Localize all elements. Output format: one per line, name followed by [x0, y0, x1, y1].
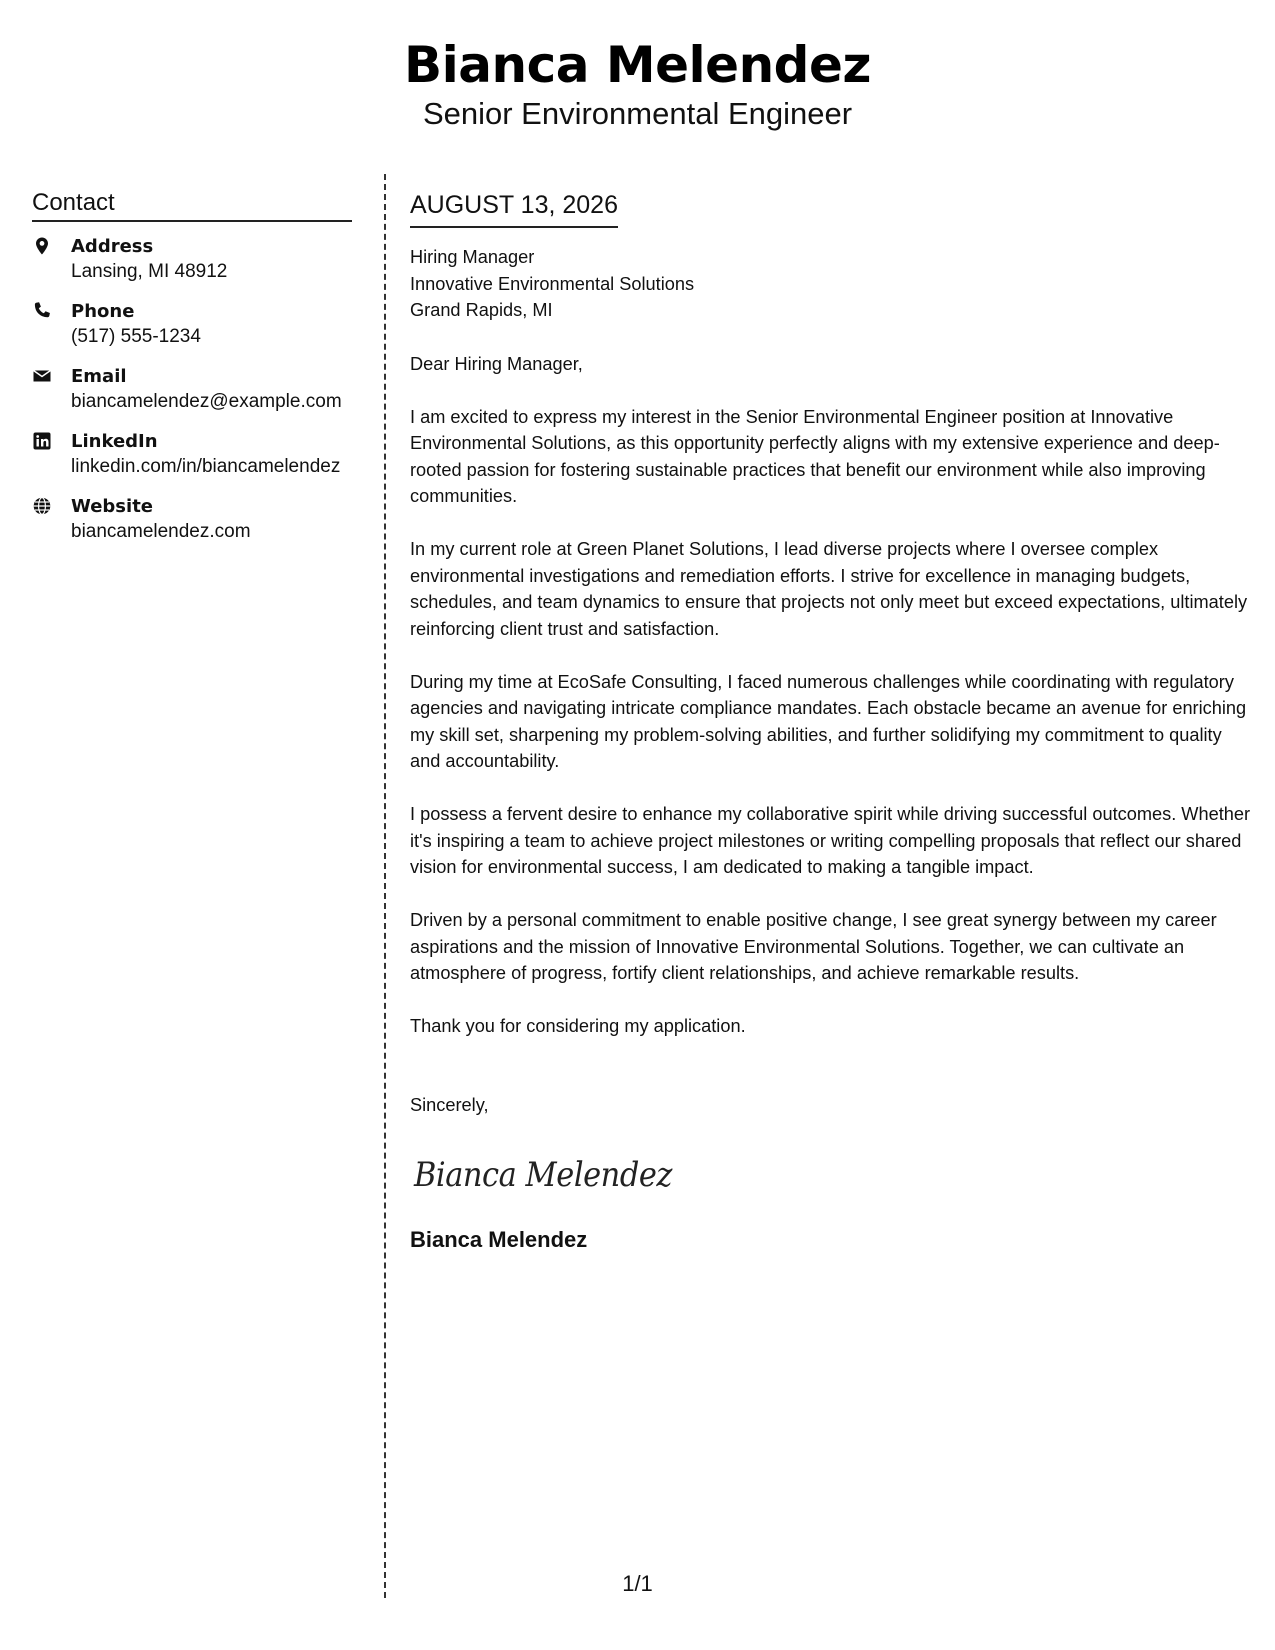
handwritten-signature	[410, 1144, 1252, 1204]
recipient-line: Innovative Environmental Solutions	[410, 273, 695, 294]
recipient-block	[410, 244, 1252, 324]
map-pin-icon	[32, 236, 54, 258]
email-value: biancamelendez@example.com	[71, 391, 342, 412]
phone-value: (517) 555-1234	[71, 326, 201, 347]
contact-item-email	[32, 364, 352, 414]
envelope-icon	[32, 366, 54, 388]
contact-label: Phone	[71, 301, 135, 322]
recipient-line: Hiring Manager	[410, 247, 535, 267]
letter-paragraph: In my current role at Green Planet Solutions, I lead diverse projects where I oversee complex environmental investigations and remediation efforts. I strive for excellence in managing budgets, schedules, and team dynamics to ensure that projects not only meet but exceed expectations, ultimately reinforcing client trust and satisfaction.	[410, 539, 1248, 639]
letter-date: AUGUST 13, 2026	[410, 188, 618, 228]
website-value: biancamelendez.com	[71, 521, 251, 542]
contact-heading: Contact	[32, 188, 352, 222]
greeting: Dear Hiring Manager,	[410, 353, 583, 374]
page-number: 1/1	[622, 1571, 653, 1596]
globe-icon	[32, 496, 54, 518]
linkedin-icon	[32, 431, 54, 453]
svg-text:Bianca Melendez: Bianca Melendez	[413, 1155, 674, 1195]
address-value: Lansing, MI 48912	[71, 261, 228, 282]
contact-item-linkedin	[32, 429, 352, 479]
contact-label: Address	[71, 236, 154, 257]
linkedin-value: linkedin.com/in/biancamelendez	[71, 456, 341, 477]
contact-label: LinkedIn	[71, 431, 158, 452]
contact-item-phone	[32, 299, 352, 349]
contact-sidebar	[32, 188, 352, 559]
candidate-name: Bianca Melendez	[404, 36, 871, 94]
header	[0, 34, 1275, 132]
letter-paragraph: I am excited to express my interest in the Senior Environmental Engineer position at Innovative Environmental Solutions, as this opportunity perfectly aligns with my extensive experience and deep-rooted passion for fostering sustainable practices that benefit our environment while also improving communities.	[410, 406, 1220, 506]
recipient-line: Grand Rapids, MI	[410, 300, 553, 320]
contact-item-website	[32, 494, 352, 544]
letter-paragraph: During my time at EcoSafe Consulting, I faced numerous challenges while coordinating with regulatory agencies and navigating intricate compliance mandates. Each obstacle became an avenue for enriching my skill set, sharpening my problem-solving abilities, and further solidifying my commitment to quality and accountability.	[410, 671, 1247, 771]
contact-label: Website	[71, 496, 154, 517]
closing: Sincerely,	[410, 1094, 489, 1115]
job-title: Senior Environmental Engineer	[422, 96, 853, 131]
letter-paragraph: I possess a fervent desire to enhance my collaborative spirit while driving successful outcomes. Whether it's inspiring a team to achieve project milestones or writing compelling proposals that reflect our shared vision for environmental success, I am dedicated to making a tangible impact.	[410, 804, 1251, 877]
signer-name: Bianca Melendez	[410, 1227, 588, 1252]
contact-list	[32, 234, 352, 544]
letter-paragraph: Thank you for considering my application.	[410, 1016, 746, 1036]
contact-item-address	[32, 234, 352, 284]
letter-paragraph: Driven by a personal commitment to enable positive change, I see great synergy between my career aspirations and the mission of Innovative Environmental Solutions. Together, we can cultivate an atmosphere of progress, fortify client relationships, and achieve remarkable results.	[410, 910, 1217, 983]
letter-body	[410, 188, 1252, 1254]
phone-icon	[32, 301, 54, 323]
contact-label: Email	[71, 366, 127, 387]
column-divider	[384, 174, 386, 1598]
